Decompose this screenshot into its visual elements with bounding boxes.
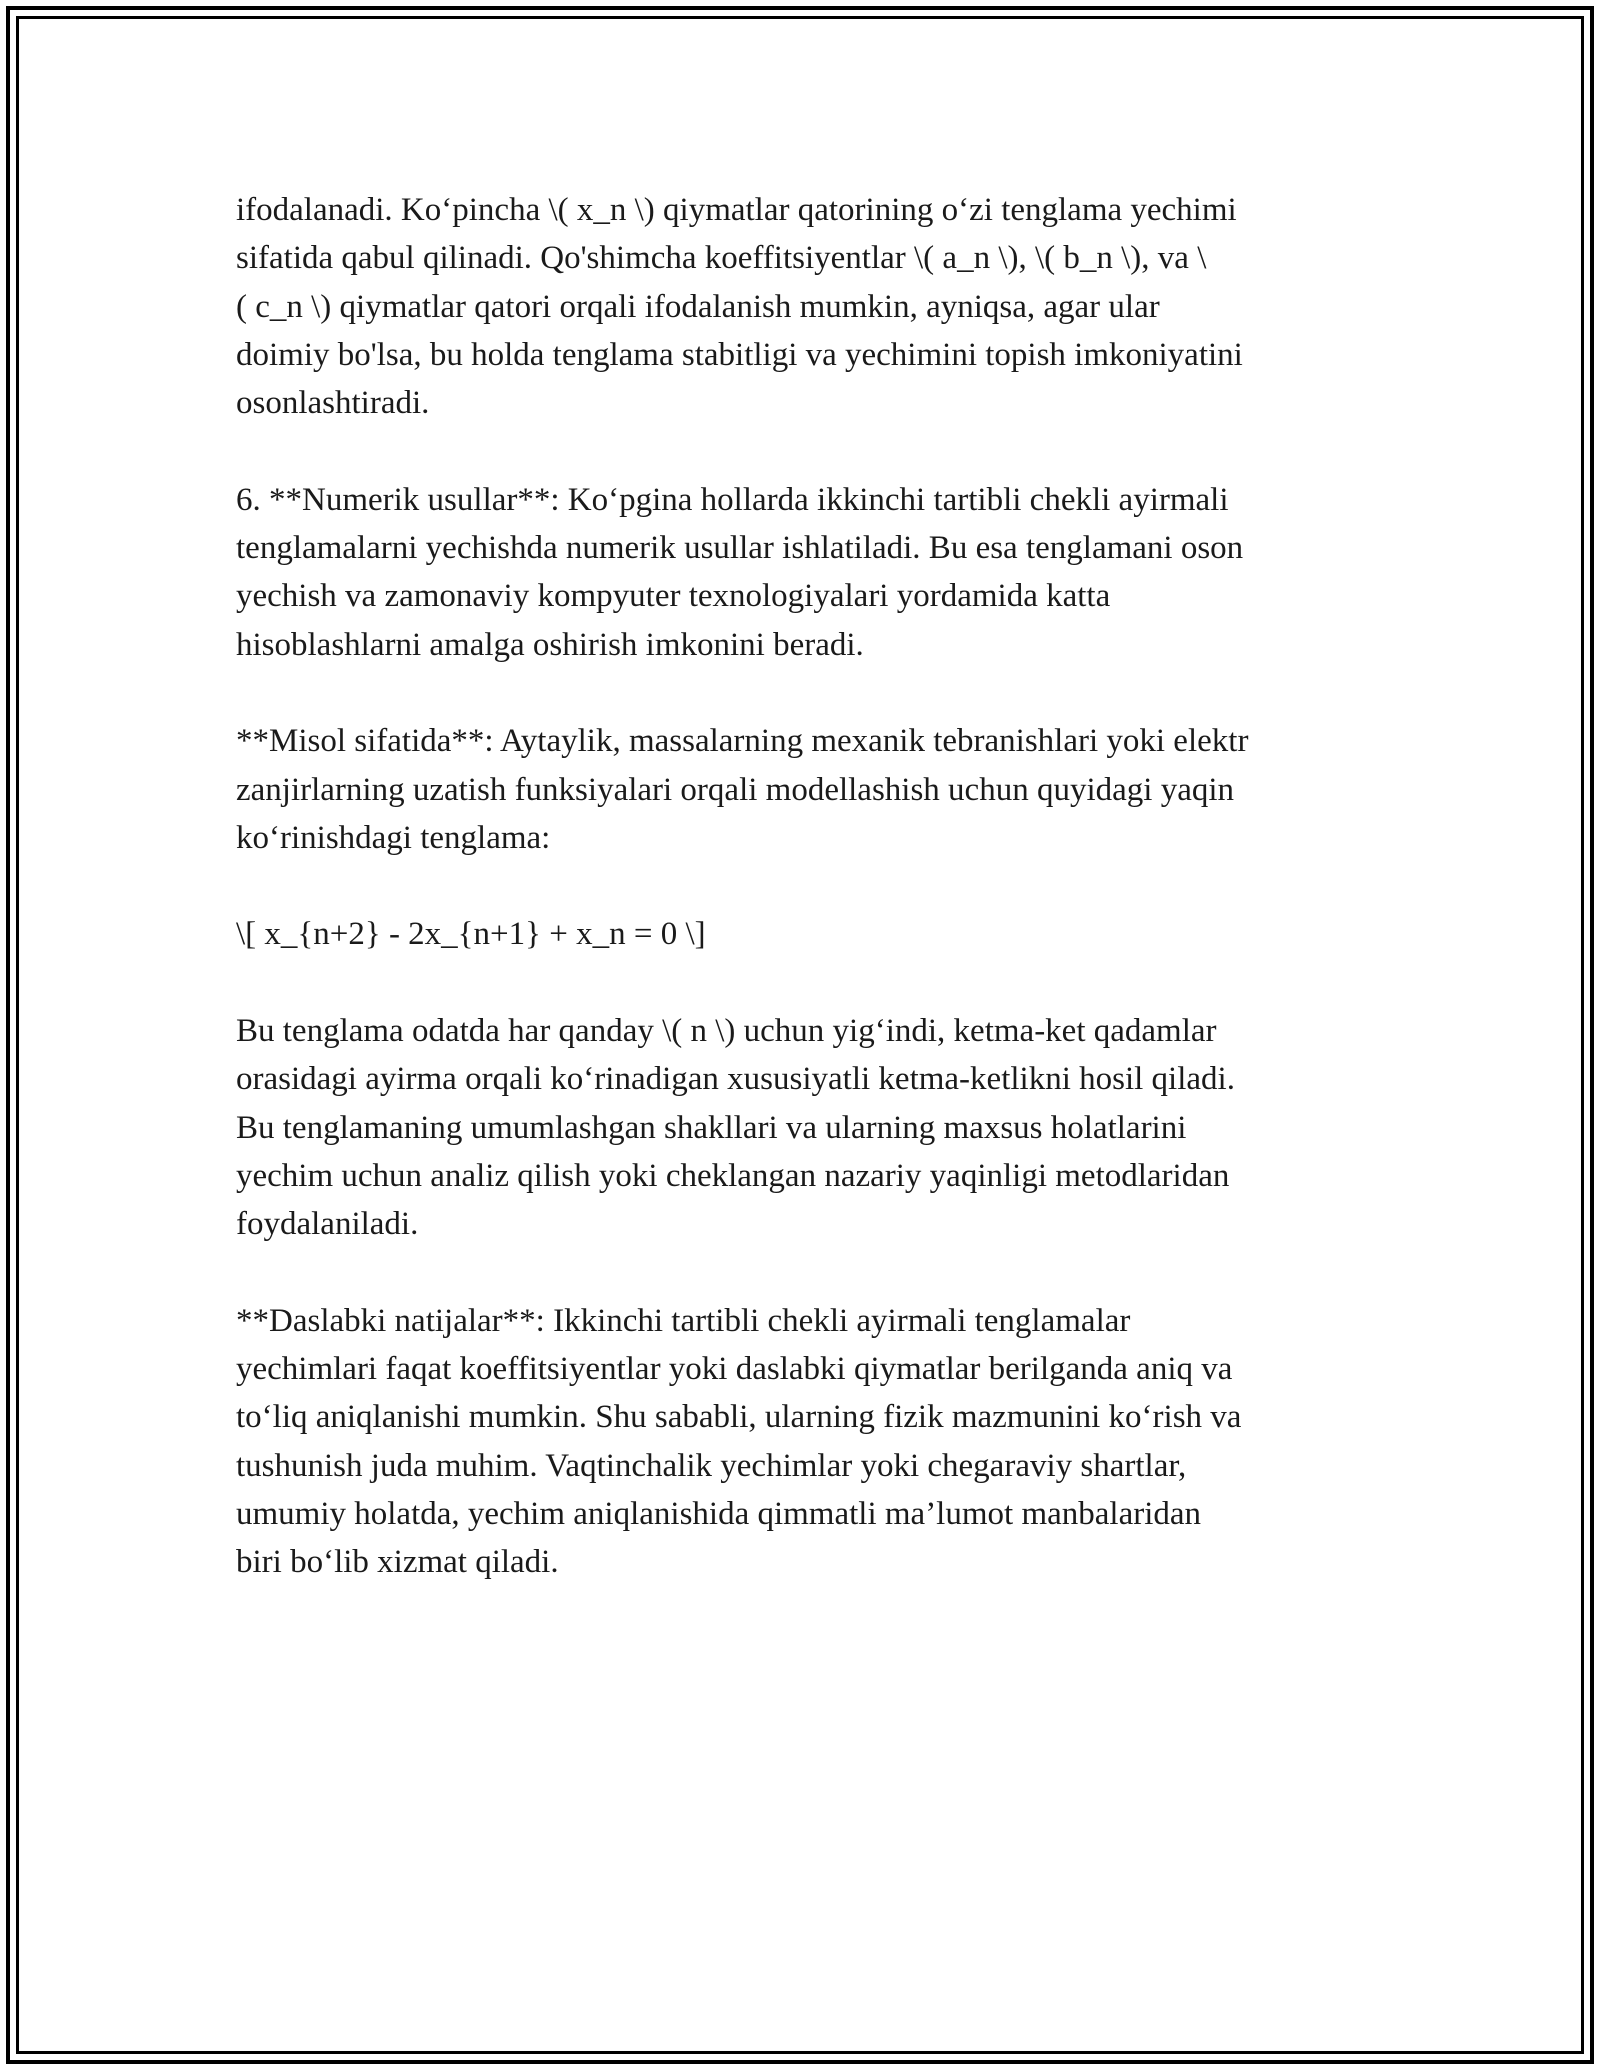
paragraph-continuation: ifodalanadi. Ko‘pincha \( x_n \) qiymatlar qatorining o‘zi tenglama yechimi sifatida qabul qilinadi. Qo'shimcha koeffitsiyentlar \( a_n \), \( b_n \), va \ ( c_n \) qiymatlar qatori orqali ifodalanish mumkin, ayniqsa, agar ular doimiy bo'lsa, bu holda tenglama stabitligi va yechimini topish imkoniyatini osonlashtiradi. [236, 192, 1243, 422]
paragraph-misol-sifatida: **Misol sifatida**: Aytaylik, massalarning mexanik tebranishlari yoki elektr zanjirlarning uzatish funksiyalari orqali modellashish uchun quyidagi yaqin ko‘rinishdagi tenglama: [236, 723, 1249, 856]
document-body [236, 186, 1386, 1635]
equation: \[ x_{n+2} - 2x_{n+1} + x_n = 0 \] [236, 916, 706, 953]
paragraph-numerik-usullar: 6. **Numerik usullar**: Ko‘pgina hollarda ikkinchi tartibli chekli ayirmali tenglamalarni yechishda numerik usullar ishlatiladi. Bu esa tenglamani oson yechish va zamonaviy kompyuter texnologiyalari yordamida katta hisoblashlarni amalga oshirish imkonini beradi. [236, 481, 1244, 663]
paragraph-explanation: Bu tenglama odatda har qanday \( n \) uchun yig‘indi, ketma-ket qadamlar orasidagi ayirma orqali ko‘rinadigan xususiyatli ketma-ketlikni hosil qiladi. Bu tenglamaning umumlashgan shakllari va ularning maxsus holatlarini yechim uchun analiz qilish yoki cheklangan nazariy yaqinligi metodlaridan foydalaniladi. [236, 1013, 1235, 1243]
paragraph-daslabki-natijalar: **Daslabki natijalar**: Ikkinchi tartibli chekli ayirmali tenglamalar yechimlari faqat koeffitsiyentlar yoki daslabki qiymatlar berilganda aniq va to‘liq aniqlanishi mumkin. Shu sababli, ularning fizik mazmunini ko‘rish va tushunish juda muhim. Vaqtinchalik yechimlar yoki chegaraviy shartlar, umumiy holatda, yechim aniqlanishida qimmatli ma’lumot manbalaridan biri bo‘lib xizmat qiladi. [236, 1302, 1242, 1581]
